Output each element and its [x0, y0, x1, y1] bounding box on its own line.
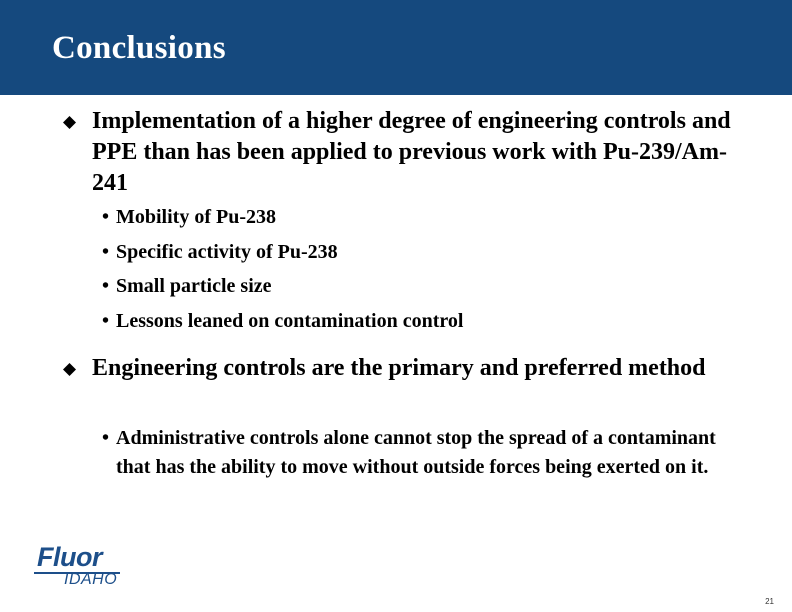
- bullet-text: Engineering controls are the primary and preferred method: [92, 355, 706, 381]
- sub-bullet-text: Small particle size: [116, 275, 272, 297]
- logo-subtext: IDAHO: [64, 571, 118, 588]
- dot-bullet-icon: •: [102, 427, 110, 449]
- sub-bullet-item: [102, 304, 464, 339]
- bullet-text: Implementation of a higher degree of engineering controls and PPE than has been applied to previous work with Pu-239/Am-241: [92, 108, 731, 196]
- sub-bullet-text: Lessons leaned on contamination control: [116, 309, 464, 332]
- sub-bullet-text: Administrative controls alone cannot stop the spread of a contaminant that has the ability to move without outside forces being exerted on it.: [116, 427, 716, 478]
- slide-title: Conclusions: [52, 30, 226, 66]
- sub-bullet-list-1: [102, 200, 464, 338]
- diamond-bullet-icon: [63, 116, 76, 129]
- logo-wordmark: Fluor: [37, 542, 102, 572]
- sub-bullet-item: [102, 269, 463, 304]
- dot-bullet-icon: •: [102, 309, 110, 332]
- fluor-idaho-logo: [34, 542, 120, 590]
- page-number: 21: [765, 597, 774, 606]
- title-bar: [0, 0, 792, 95]
- dot-bullet-icon: •: [102, 275, 110, 297]
- sub-bullet-item: [102, 200, 463, 235]
- dot-bullet-icon: •: [102, 206, 110, 228]
- sub-bullet-item: [102, 424, 748, 482]
- sub-bullet-text: Mobility of Pu-238: [116, 206, 276, 228]
- dot-bullet-icon: •: [102, 240, 110, 263]
- diamond-bullet-icon: [63, 363, 76, 376]
- sub-bullet-text: Specific activity of Pu-238: [116, 240, 338, 263]
- sub-bullet-list-2: [102, 424, 748, 482]
- sub-bullet-item: [102, 235, 463, 270]
